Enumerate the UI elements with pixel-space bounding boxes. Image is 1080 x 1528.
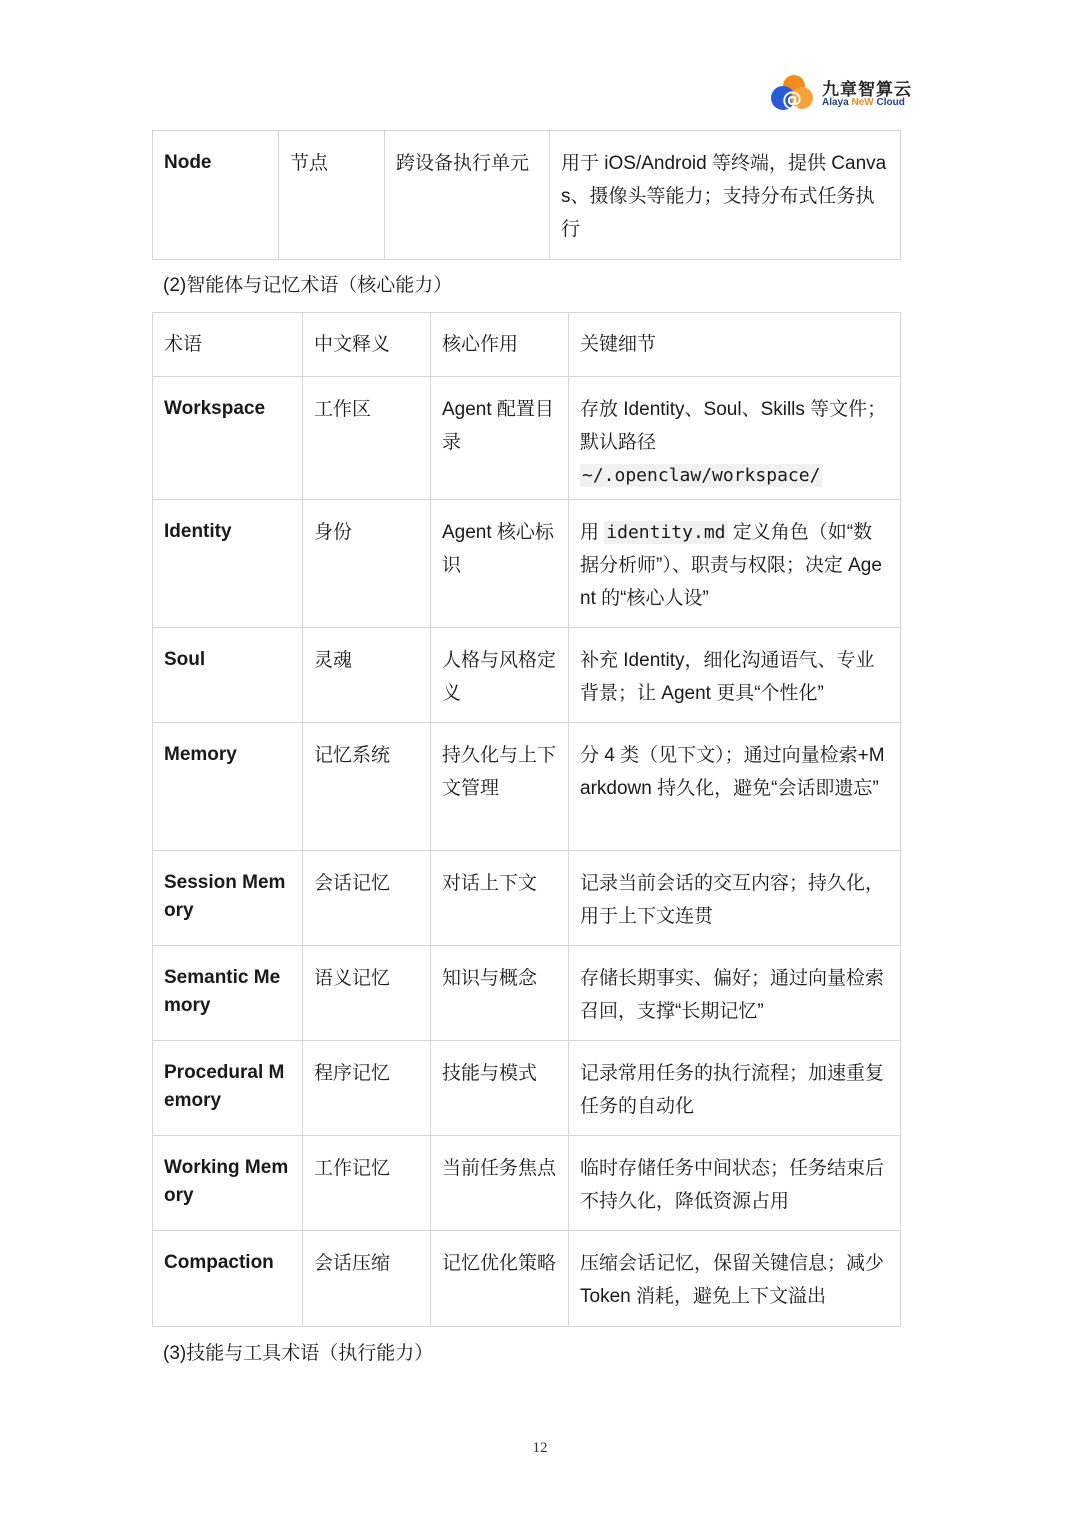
logo-english-name: Alaya NeW Cloud (822, 97, 905, 108)
table-row (153, 628, 901, 723)
table-row (153, 500, 901, 628)
term-cell: Identity (153, 500, 303, 628)
cn-cell: 工作记忆 (303, 1136, 431, 1231)
section-caption-agent-memory: (2)智能体与记忆术语（核心能力） (163, 275, 453, 296)
table-header-row (153, 313, 901, 377)
cn-cell: 会话压缩 (303, 1231, 431, 1327)
cloud-logo-icon (768, 72, 818, 112)
header-role: 核心作用 (431, 313, 569, 377)
detail-cell: 记录当前会话的交互内容；持久化，用于上下文连贯 (569, 851, 901, 946)
table-row (153, 851, 901, 946)
page-number: 12 (532, 1440, 548, 1456)
code-filename: identity.md (606, 522, 726, 543)
term-cell: Workspace (153, 377, 303, 500)
cn-cell: 会话记忆 (303, 851, 431, 946)
table-row (153, 131, 901, 260)
section-caption-skills-tools: (3)技能与工具术语（执行能力） (163, 1343, 434, 1364)
header-detail: 关键细节 (569, 313, 901, 377)
cn-cell: 灵魂 (303, 628, 431, 723)
detail-cell: 用 identity.md 定义角色（如“数据分析师”）、职责与权限；决定 Agent 的“核心人设” (569, 500, 901, 628)
brand-logo (768, 72, 918, 114)
detail-cell: 压缩会话记忆，保留关键信息；减少 Token 消耗，避免上下文溢出 (569, 1231, 901, 1327)
svg-text:@: @ (782, 87, 802, 111)
detail-cell: 记录常用任务的执行流程；加速重复任务的自动化 (569, 1041, 901, 1136)
cn-cell: 记忆系统 (303, 723, 431, 851)
role-cell: 知识与概念 (431, 946, 569, 1041)
term-cell: Session Memory (153, 851, 303, 946)
detail-cell: 用于 iOS/Android 等终端，提供 Canvas、摄像头等能力；支持分布式任务执行 (550, 131, 901, 260)
logo-chinese-name: 九章智算云 (822, 80, 912, 99)
detail-cell: 存储长期事实、偏好；通过向量检索召回，支撑“长期记忆” (569, 946, 901, 1041)
detail-cell: 存放 Identity、Soul、Skills 等文件；默认路径 ~/.openclaw/workspace/ (569, 377, 901, 500)
term-cell: Working Memory (153, 1136, 303, 1231)
cn-cell: 语义记忆 (303, 946, 431, 1041)
role-cell: 持久化与上下文管理 (431, 723, 569, 851)
role-cell: 人格与风格定义 (431, 628, 569, 723)
code-path: ~/.openclaw/workspace/ (582, 465, 821, 486)
term-cell: Compaction (153, 1231, 303, 1327)
detail-cell: 补充 Identity，细化沟通语气、专业背景；让 Agent 更具“个性化” (569, 628, 901, 723)
cn-cell: 节点 (279, 131, 385, 260)
term-cell: Procedural Memory (153, 1041, 303, 1136)
header-term: 术语 (153, 313, 303, 377)
term-cell: Semantic Memory (153, 946, 303, 1041)
table-row (153, 1136, 901, 1231)
header-cn: 中文释义 (303, 313, 431, 377)
table-row (153, 1231, 901, 1327)
table-agent-memory-terms (152, 312, 901, 1327)
detail-cell: 分 4 类（见下文）；通过向量检索+Markdown 持久化，避免“会话即遗忘” (569, 723, 901, 851)
table-row (153, 377, 901, 500)
term-cell: Memory (153, 723, 303, 851)
table-row (153, 723, 901, 851)
role-cell: 记忆优化策略 (431, 1231, 569, 1327)
table-network-terms (152, 130, 901, 260)
cn-cell: 工作区 (303, 377, 431, 500)
table-row (153, 946, 901, 1041)
term-cell: Node (153, 131, 279, 260)
role-cell: Agent 配置目录 (431, 377, 569, 500)
cn-cell: 身份 (303, 500, 431, 628)
detail-cell: 临时存储任务中间状态；任务结束后不持久化，降低资源占用 (569, 1136, 901, 1231)
role-cell: 对话上下文 (431, 851, 569, 946)
cn-cell: 程序记忆 (303, 1041, 431, 1136)
role-cell: 当前任务焦点 (431, 1136, 569, 1231)
table-row (153, 1041, 901, 1136)
role-cell: Agent 核心标识 (431, 500, 569, 628)
term-cell: Soul (153, 628, 303, 723)
role-cell: 跨设备执行单元 (385, 131, 550, 260)
role-cell: 技能与模式 (431, 1041, 569, 1136)
